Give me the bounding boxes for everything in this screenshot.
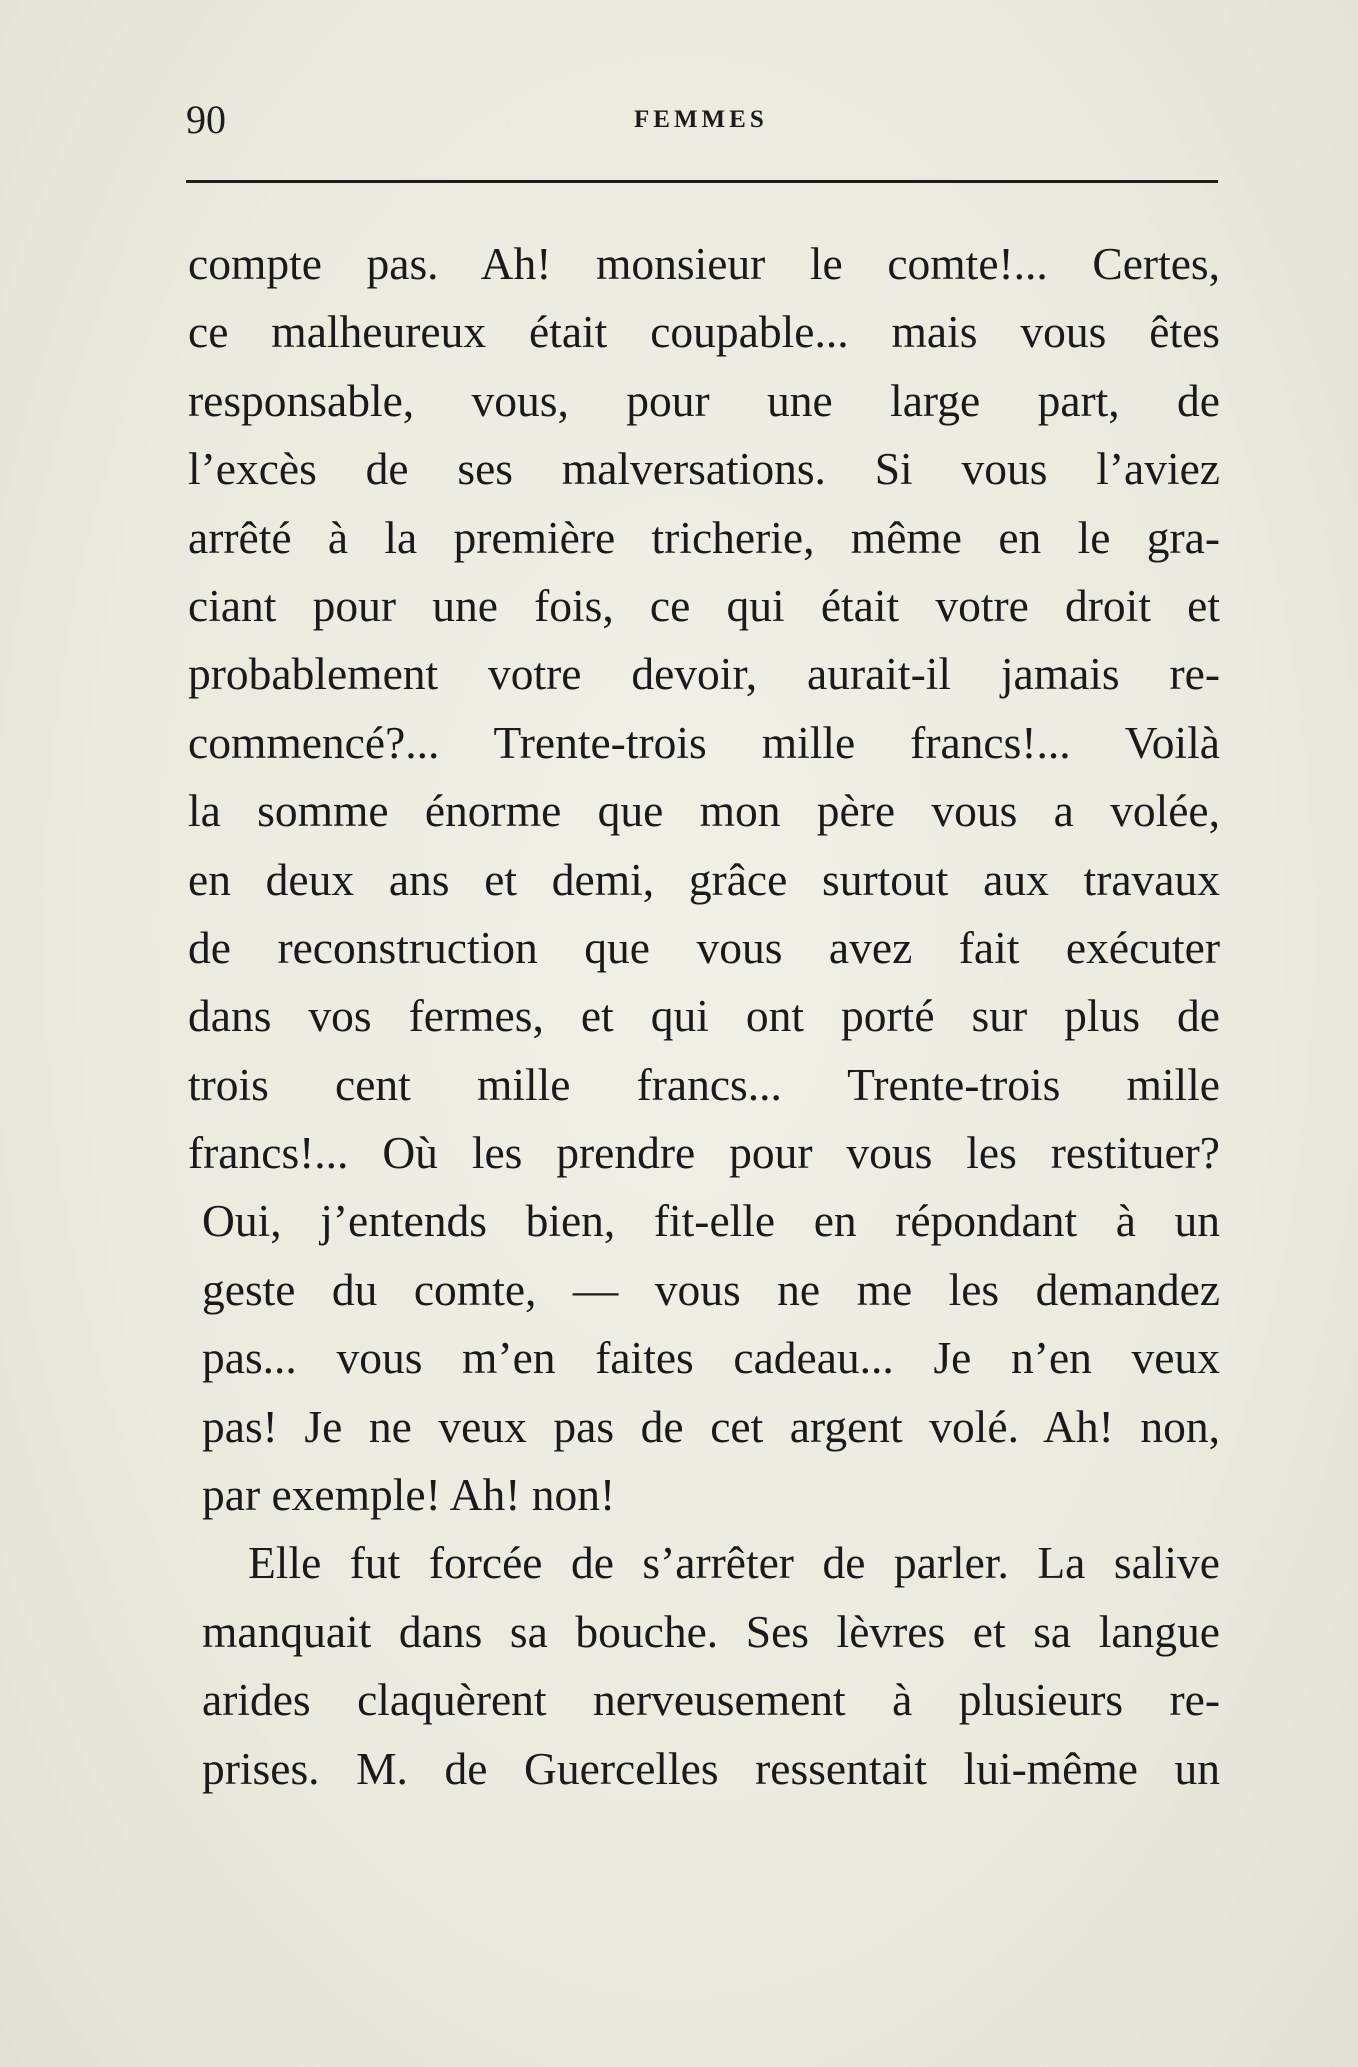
text-line: geste du comte, — vous ne me les demandez (202, 1263, 1220, 1315)
text-line: ciant pour une fois, ce qui était votre droit et (188, 579, 1220, 631)
text-line: ce malheureux était coupable... mais vous êtes (188, 306, 1220, 358)
running-title: FEMMES (634, 106, 768, 133)
text-line: francs!... Où les prendre pour vous les restituer? (188, 1127, 1220, 1179)
page-number: 90 (186, 97, 226, 142)
text-line: l’excès de ses malversations. Si vous l’aviez (188, 443, 1220, 495)
text-line: la somme énorme que mon père vous a volée, (188, 785, 1220, 837)
running-head (186, 98, 1216, 148)
text-line: prises. M. de Guercelles ressentait lui-même un (202, 1742, 1220, 1794)
text-line: Oui, j’entends bien, fit-elle en répondant à un (202, 1195, 1220, 1247)
text-line: arides claquèrent nerveusement à plusieurs re- (202, 1674, 1220, 1726)
body-text (188, 230, 1220, 1803)
text-line: arrêté à la première tricherie, même en le gra- (188, 511, 1220, 563)
text-line: de reconstruction que vous avez fait exécuter (188, 921, 1220, 973)
header-rule (186, 180, 1218, 183)
text-line: par exemple! Ah! non! (202, 1469, 616, 1521)
text-line: trois cent mille francs... Trente-trois mille (188, 1058, 1220, 1110)
text-line: en deux ans et demi, grâce surtout aux travaux (188, 853, 1220, 905)
text-line: compte pas. Ah! monsieur le comte!... Certes, (188, 238, 1220, 289)
text-line: commencé?... Trente-trois mille francs!... Voilà (188, 716, 1220, 768)
text-line: manquait dans sa bouche. Ses lèvres et sa langue (202, 1605, 1220, 1657)
text-line: probablement votre devoir, aurait-il jamais re- (188, 648, 1220, 700)
text-line: pas! Je ne veux pas de cet argent volé. Ah! non, (202, 1400, 1220, 1452)
text-line: pas... vous m’en faites cadeau... Je n’en veux (202, 1332, 1220, 1384)
text-line: Elle fut forcée de s’arrêter de parler. La salive (248, 1537, 1220, 1589)
text-line: responsable, vous, pour une large part, de (188, 374, 1220, 426)
text-line: dans vos fermes, et qui ont porté sur plus de (188, 990, 1220, 1042)
